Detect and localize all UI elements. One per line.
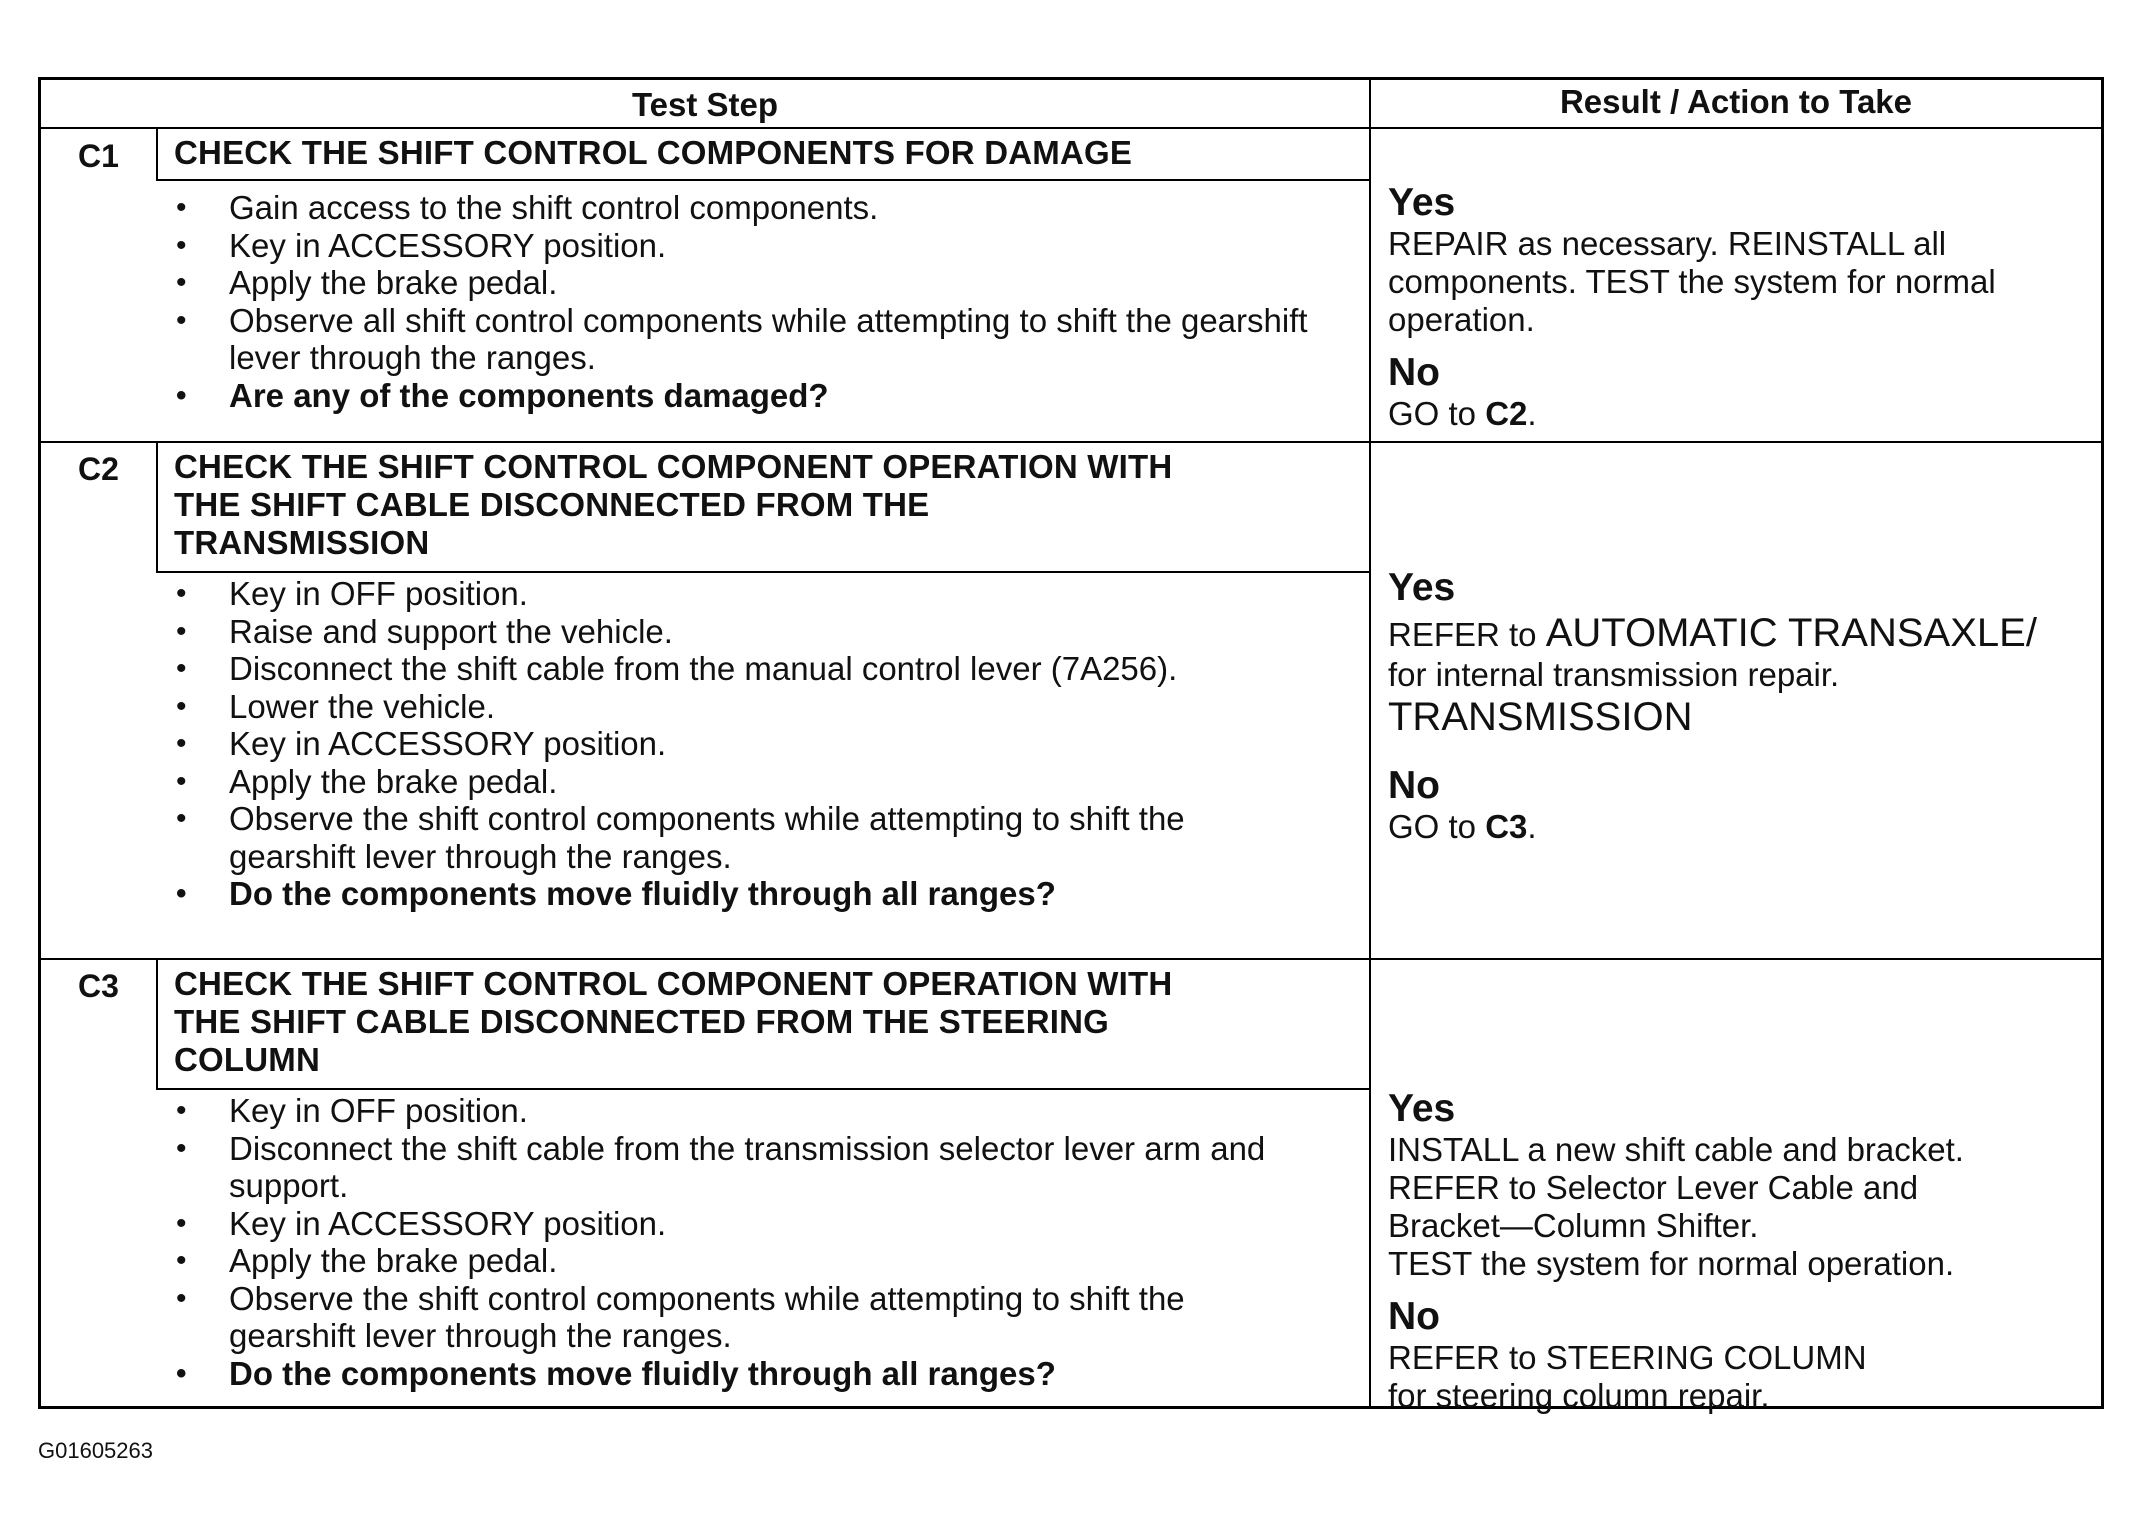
instruction-item: • Key in ACCESSORY position.: [158, 1205, 1368, 1243]
instruction-item: • Disconnect the shift cable from the transmission selector lever arm and support.: [158, 1130, 1368, 1205]
yes-action: TEST the system for normal operation.: [1388, 1245, 1955, 1282]
manual-section-reference: AUTOMATIC TRANSAXLE/: [1545, 611, 2037, 655]
yes-label: Yes: [1388, 566, 1456, 609]
instruction-item: • Apply the brake pedal.: [158, 763, 1368, 801]
yes-action: REFER to Selector Lever Cable and: [1388, 1169, 1919, 1206]
title-underline: [156, 179, 1369, 181]
yes-action: INSTALL a new shift cable and bracket.: [1388, 1131, 1964, 1168]
instruction-item: • Key in OFF position.: [158, 1092, 1368, 1130]
step-result: Yes REFER to AUTOMATIC TRANSAXLE/ for internal transmission repair. TRANSMISSION No GO to C3.: [1371, 566, 2099, 846]
yes-action: Bracket—Column Shifter.: [1388, 1207, 1759, 1244]
instruction-item: • Apply the brake pedal.: [158, 1242, 1368, 1280]
no-label: No: [1388, 764, 1440, 807]
instruction-item: • Disconnect the shift cable from the manual control lever (7A256).: [158, 650, 1368, 688]
instruction-item: • Apply the brake pedal.: [158, 264, 1368, 302]
yes-label: Yes: [1388, 181, 1456, 224]
instruction-question: • Do the components move fluidly through all ranges?: [158, 1355, 1368, 1393]
instruction-item: • Raise and support the vehicle.: [158, 613, 1368, 651]
yes-action: REFER to AUTOMATIC TRANSAXLE/: [1388, 611, 2037, 655]
header-divider: [41, 127, 2101, 129]
step-reference: C2: [1485, 395, 1528, 432]
step-result: [1371, 1087, 2099, 1415]
instruction-item: • Observe the shift control components while attempting to shift the gearshift lever through the ranges.: [158, 800, 1368, 875]
instruction-item: • Gain access to the shift control components.: [158, 189, 1368, 227]
yes-action: REPAIR as necessary. REINSTALL all components. TEST the system for normal operation.: [1388, 225, 1996, 338]
step-instructions: [158, 189, 1368, 414]
yes-label: Yes: [1388, 1087, 1456, 1130]
instruction-item: • Key in ACCESSORY position.: [158, 725, 1368, 763]
no-action: GO to C3.: [1388, 808, 1537, 845]
header-test-step: Test Step: [631, 86, 779, 123]
step-title: CHECK THE SHIFT CONTROL COMPONENTS FOR DAMAGE: [174, 134, 1133, 171]
title-underline: [156, 571, 1369, 573]
header-result-action: Result / Action to Take: [1559, 83, 1913, 120]
step-result: [1371, 181, 2099, 433]
instruction-item: • Lower the vehicle.: [158, 688, 1368, 726]
instruction-item: • Observe the shift control components while attempting to shift the gearshift lever through the ranges.: [158, 1280, 1368, 1355]
step-instructions: [158, 575, 1368, 913]
step-title: CHECK THE SHIFT CONTROL COMPONENT OPERATION WITH THE SHIFT CABLE DISCONNECTED FROM THE STEERING COLUMN: [174, 965, 1173, 1078]
diagnostic-table: [38, 77, 2104, 1414]
no-action: REFER to STEERING COLUMN: [1388, 1339, 1867, 1376]
step-id: C3: [78, 968, 119, 1004]
no-label: No: [1388, 1295, 1440, 1338]
manual-section-reference: TRANSMISSION: [1388, 695, 1693, 739]
title-underline: [156, 1088, 1369, 1090]
instruction-item: • Key in ACCESSORY position.: [158, 227, 1368, 265]
instruction-question: • Do the components move fluidly through all ranges?: [158, 875, 1368, 913]
step-instructions: [158, 1092, 1368, 1392]
step-id: C2: [78, 451, 119, 487]
step-id: C1: [78, 138, 119, 174]
figure-code: G01605263: [38, 1438, 153, 1463]
no-action: GO to C2.: [1388, 395, 1537, 432]
instruction-question: • Are any of the components damaged?: [158, 377, 1368, 415]
step-title: CHECK THE SHIFT CONTROL COMPONENT OPERATION WITH THE SHIFT CABLE DISCONNECTED FROM THE TRANSMISSION: [174, 448, 1173, 561]
instruction-item: • Observe all shift control components while attempting to shift the gearshift lever through the ranges.: [158, 302, 1368, 377]
no-label: No: [1388, 351, 1440, 394]
no-action: for steering column repair.: [1388, 1377, 1770, 1414]
step-reference: C3: [1485, 808, 1528, 845]
instruction-item: • Key in OFF position.: [158, 575, 1368, 613]
